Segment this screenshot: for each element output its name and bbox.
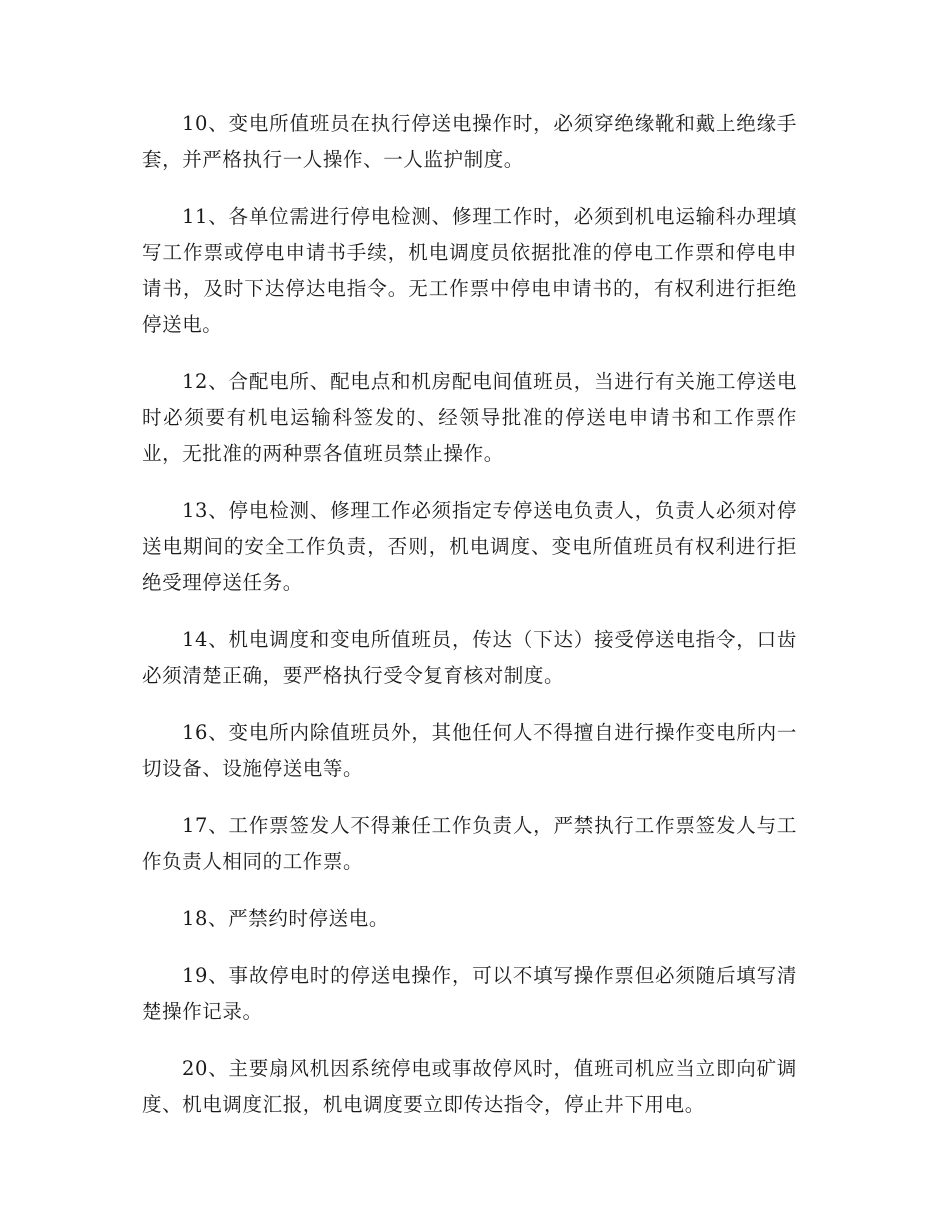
paragraph-11: 11、各单位需进行停电检测、修理工作时，必须到机电运输科办理填写工作票或停电申请书手续，机电调度员依据批准的停电工作票和停电申请书，及时下达停达电指令。无工作票中停电申请书的，有权利进行拒绝停送电。 (142, 205, 797, 336)
document-body (142, 106, 797, 1144)
paragraph-18: 18、严禁约时停送电。 (182, 907, 389, 930)
paragraph-17: 17、工作票签发人不得兼任工作负责人，严禁执行工作票签发人与工作负责人相同的工作票。 (142, 814, 797, 873)
paragraph-12: 12、合配电所、配电点和机房配电间值班员，当进行有关施工停送电时必须要有机电运输科签发的、经领导批准的停送电申请书和工作票作业，无批准的两种票各值班员禁止操作。 (142, 370, 797, 465)
paragraph-10: 10、变电所值班员在执行停送电操作时，必须穿绝缘靴和戴上绝缘手套，并严格执行一人操作、一人监护制度。 (142, 112, 797, 171)
paragraph-16: 16、变电所内除值班员外，其他任何人不得擅自进行操作变电所内一切设备、设施停送电等。 (142, 721, 797, 780)
paragraph-13: 13、停电检测、修理工作必须指定专停送电负责人，负责人必须对停送电期间的安全工作负责，否则，机电调度、变电所值班员有权利进行拒绝受理停送任务。 (142, 499, 797, 594)
paragraph-20: 20、主要扇风机因系统停电或事故停风时，值班司机应当立即向矿调度、机电调度汇报，机电调度要立即传达指令，停止井下用电。 (142, 1057, 797, 1116)
paragraph-14: 14、机电调度和变电所值班员，传达（下达）接受停送电指令，口齿必须清楚正确，要严格执行受令复育核对制度。 (142, 628, 797, 687)
paragraph-19: 19、事故停电时的停送电操作，可以不填写操作票但必须随后填写清楚操作记录。 (142, 964, 797, 1023)
